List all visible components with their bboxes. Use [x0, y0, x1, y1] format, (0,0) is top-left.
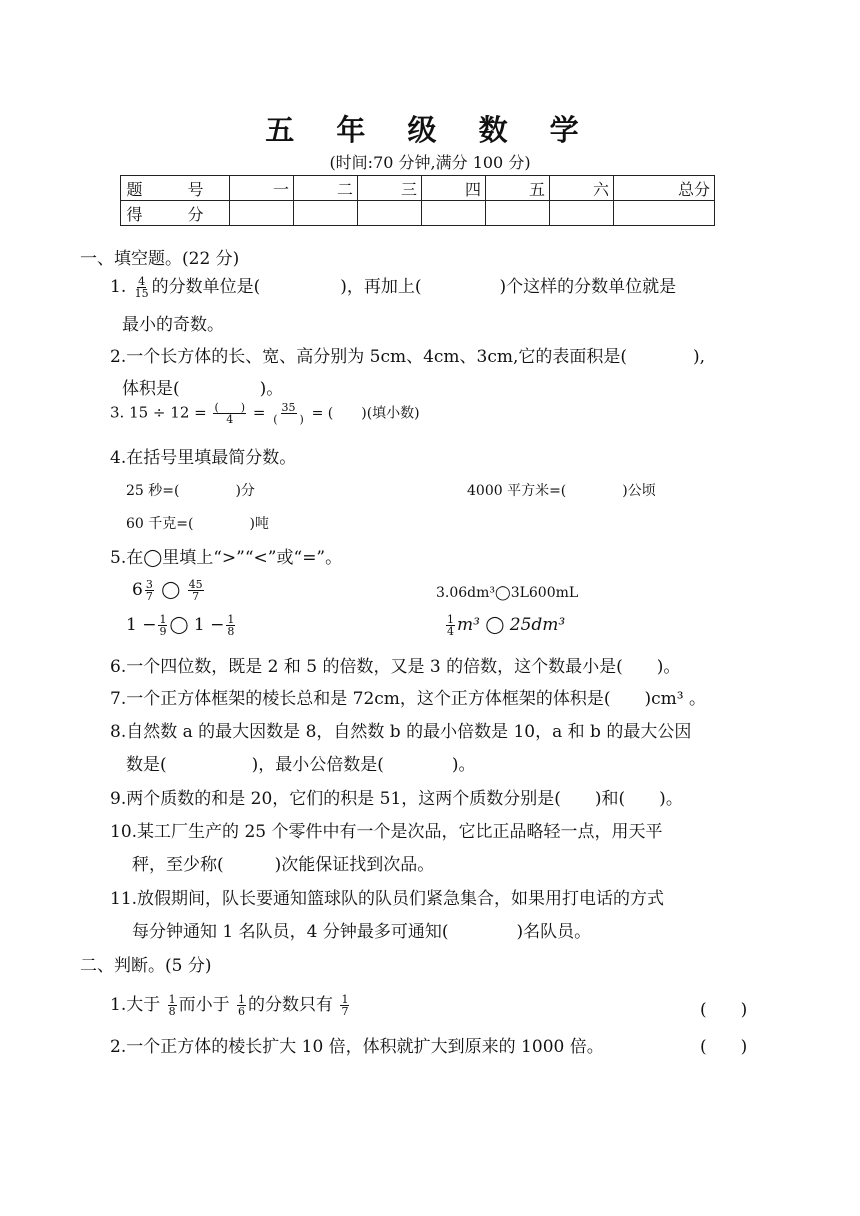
q6-line: 6.一个四位数，既是 2 和 5 的倍数，又是 3 的倍数，这个数最小是( )。	[110, 657, 681, 677]
q5-item-a	[132, 579, 206, 602]
q5-d-fraction	[446, 614, 455, 637]
judge-q1-f2-num: 1	[238, 993, 246, 1006]
q2-line1	[110, 342, 705, 367]
q5-d-den: 4	[447, 625, 454, 638]
score-cell-4[interactable]	[422, 201, 486, 226]
judge-q1-answer-paren[interactable]: ( )	[700, 1000, 748, 1020]
q11-line1: 11.放假期间，队长要通知篮球队的队员们紧急集合，如果用打电话的方式	[110, 889, 665, 909]
score-col-4: 四	[422, 176, 486, 201]
q5-c-mid: ◯ 1 −	[169, 615, 225, 635]
q11-line2: 每分钟通知 1 名队员，4 分钟最多可通知( )名队员。	[132, 922, 592, 942]
score-cell-6[interactable]	[550, 201, 614, 226]
q5-title: 5.在◯里填上“>”“<”或“=”。	[110, 548, 343, 568]
q3-eq: =	[252, 403, 266, 422]
q3-f2-den: ( )	[273, 413, 304, 426]
q5-item-b: 3.06dm³◯3L600mL	[436, 585, 579, 601]
q4-item-b: 4000 平方米=( )公顷	[467, 483, 656, 499]
q1-line2: 最小的奇数。	[122, 315, 224, 335]
q5-c-num: 1	[159, 613, 167, 626]
score-cell-5[interactable]	[486, 201, 550, 226]
q2-line2-text: 体积是(	[122, 379, 180, 399]
judge-q1-f3-den: 7	[341, 1005, 349, 1018]
score-col-1: 一	[230, 176, 294, 201]
section2-title: 二、判断。(5 分)	[80, 956, 212, 976]
q2-line1-text: 2.一个长方体的长、宽、高分别为 5cm、4cm、3cm,它的表面积是(	[110, 347, 628, 367]
q9-line: 9.两个质数的和是 20，它们的积是 51，这两个质数分别是( )和( )。	[110, 789, 683, 809]
q8-line2: 数是( )，最小公倍数是( )。	[126, 755, 476, 775]
q4-item-c: 60 千克=( )吨	[126, 516, 269, 532]
score-cell-2[interactable]	[294, 201, 358, 226]
q5-a-num: 3	[145, 578, 153, 591]
q5-c-r-num: 1	[227, 613, 235, 626]
judge-q2-answer-paren[interactable]: ( )	[700, 1037, 748, 1057]
q3-f1-den: 4	[226, 413, 234, 426]
judge-q1-fraction-2	[237, 994, 246, 1017]
q4-title: 4.在括号里填最简分数。	[110, 448, 297, 468]
q1-text-c: )个这样的分数单位就是	[499, 277, 677, 297]
score-col-2: 二	[294, 176, 358, 201]
score-table-row2-head: 得 分	[121, 201, 230, 226]
q3-fraction-2	[272, 402, 305, 425]
q5-c-fraction	[158, 614, 167, 637]
q1-text-b: )，再加上(	[340, 277, 422, 297]
q3-line	[110, 402, 420, 425]
score-table	[120, 175, 715, 226]
judge-q1-tail: 的分数只有	[248, 995, 334, 1015]
q5-d-text: m³ ◯ 25dm³	[457, 615, 566, 635]
judge-q1-line	[110, 990, 351, 1017]
q5-item-c	[126, 614, 237, 637]
q1-frac-num: 4	[138, 275, 146, 288]
judge-q1-f3-num: 1	[341, 993, 349, 1006]
score-table-row-scores	[121, 201, 715, 226]
q3-lead: 3. 15 ÷ 12 =	[110, 403, 207, 422]
q5-c-r-den: 8	[227, 625, 235, 638]
score-cell-3[interactable]	[358, 201, 422, 226]
q5-d-num: 1	[447, 613, 454, 626]
q5-c-den: 9	[159, 625, 167, 638]
page-subtitle: (时间:70 分钟,满分 100 分)	[329, 153, 531, 172]
q8-line1: 8.自然数 a 的最大因数是 8，自然数 b 的最小倍数是 10，a 和 b 的最大公因	[110, 722, 692, 742]
q5-a-whole: 6	[132, 580, 143, 600]
q2-line2	[122, 374, 283, 399]
q3-f1-num: ( )	[214, 401, 246, 414]
q1-number: 1.	[110, 277, 127, 297]
score-col-6: 六	[550, 176, 614, 201]
q10-line2: 秤，至少称( )次能保证找到次品。	[132, 855, 435, 875]
score-cell-1[interactable]	[230, 201, 294, 226]
q10-line1: 10.某工厂生产的 25 个零件中有一个是次品，它比正品略轻一点，用天平	[110, 822, 663, 842]
judge-q2-line: 2.一个正方体的棱长扩大 10 倍，体积就扩大到原来的 1000 倍。	[110, 1037, 604, 1057]
q1-frac-den: 15	[134, 287, 149, 300]
judge-q1-mid: 而小于	[178, 995, 230, 1015]
q1-text-a: 的分数单位是(	[151, 277, 261, 297]
q5-a-r-num: 45	[188, 578, 203, 591]
q5-a-den: 7	[145, 590, 153, 603]
q2-line2-end: )。	[259, 379, 284, 399]
q1-line1	[110, 272, 676, 299]
judge-q1-f2-den: 6	[238, 1005, 246, 1018]
q7-line: 7.一个正方体框架的棱长总和是 72cm，这个正方体框架的体积是( )cm³ 。	[110, 689, 707, 709]
q5-c-lead: 1 −	[126, 615, 157, 635]
judge-q1-f1-den: 8	[168, 1005, 176, 1018]
q5-c-right-fraction	[226, 614, 235, 637]
q5-a-right-fraction	[188, 579, 204, 602]
score-col-5: 五	[486, 176, 550, 201]
score-table-row-header	[121, 176, 715, 201]
judge-q1-fraction-3	[340, 994, 349, 1017]
section1-title: 一、填空题。(22 分)	[80, 249, 240, 269]
q1-fraction	[134, 276, 150, 299]
q5-item-d	[444, 614, 565, 637]
judge-q1-f1-num: 1	[168, 993, 176, 1006]
score-col-total: 总分	[614, 176, 715, 201]
q5-a-r-den: 7	[192, 590, 200, 603]
score-table-row1-head: 题 号	[121, 176, 230, 201]
q2-line1-end: ),	[693, 347, 706, 367]
q5-a-circle[interactable]: ◯	[161, 580, 181, 600]
score-col-3: 三	[358, 176, 422, 201]
q3-tail: = ( )(填小数)	[311, 405, 420, 422]
q3-fraction-1	[213, 402, 246, 425]
page-title: 五 年 级 数 学	[265, 113, 595, 147]
q4-item-a: 25 秒=( )分	[126, 483, 255, 499]
q3-f2-num: 35	[281, 401, 296, 414]
judge-q1-lead: 1.大于	[110, 995, 161, 1015]
judge-q1-fraction-1	[168, 994, 177, 1017]
q5-a-fraction	[145, 579, 154, 602]
score-cell-total[interactable]	[614, 201, 715, 226]
